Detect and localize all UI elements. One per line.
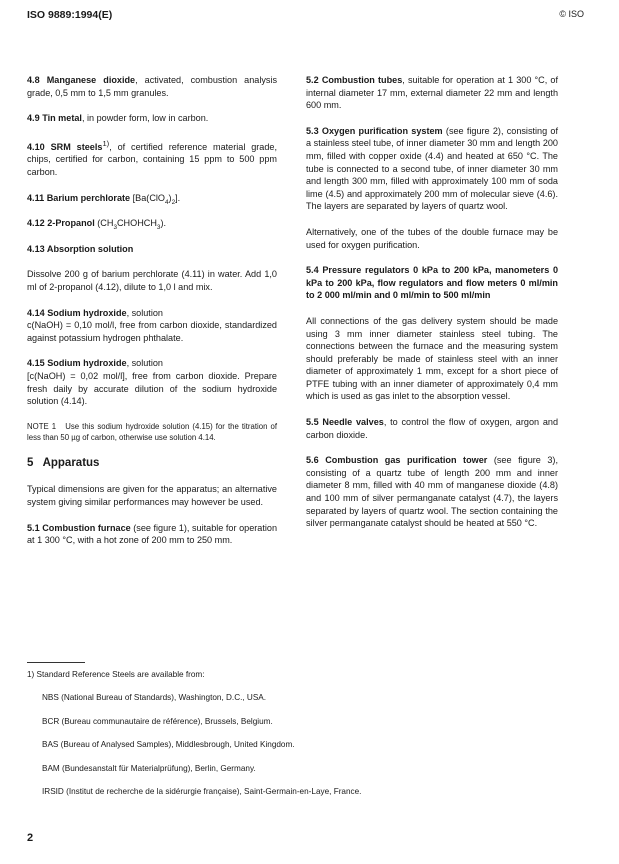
footnote-divider [27,662,85,663]
clause-number: 4.11 [27,192,45,203]
clause-number: 4.10 [27,141,45,152]
concentration: [c(NaOH) = 0,02 mol/l], free from carbon dioxide. Prepare fresh daily by accurate dilution of the sodium hydroxide solution (4.14). [27,370,277,407]
clause-5-6 [306,454,558,530]
clause-text: , solution [126,307,163,318]
clause-title: SRM steels [50,141,103,152]
standard-id: ISO 9889:1994(E) [27,9,113,21]
right-column [306,74,558,543]
clause-number: 5.5 [306,417,319,428]
clause-5-2 [306,74,558,112]
clause-text: , activated, combustion analysis grade, 0,5 mm to 1,5 mm granules. [27,75,278,98]
footnote-list [42,692,582,810]
clause-number: 4.14 [27,307,45,318]
clause-title: Barium perchlorate [46,192,131,203]
clause-title: Combustion tubes [321,75,403,85]
formula: $[Ba(ClO_4)_2]$. [130,192,181,206]
clause-title: Pressure regulators 0 kPa to 200 kPa, manometers 0 kPa to 200 kPa, flow regulators and flow meters 0 ml/min to 2 000 ml/min and 0 ml/min to 500 ml/min [306,265,558,301]
clause-4-13-body: Dissolve 200 g of barium perchlorate (4.11) in water. Add 1,0 ml of 2-propanol (4.12), dilute to 1,0 l and mix. [27,269,277,292]
page-number: 2 [27,832,34,844]
clause-number: 4.9 [27,113,40,124]
clause-4-8 [27,74,277,99]
section-5-heading [27,457,277,470]
note-text: Use this sodium hydroxide solution (4.15) for the titration of less than 50 µg of carbon, otherwise use solution 4.14. [27,421,277,442]
section-number: 5 [27,456,34,469]
clause-title: Combustion gas purification tower [325,455,488,466]
clause-5-4-body: All connections of the gas delivery system should be made using 3 mm inner diameter stainless steel tubing. The connections between the furnace and the measuring system should preferably be made of stainless steel with an inner diameter of approximately 1 mm, except for a short piece of PTFE tubing with an inner diameter of approximately 0,4 mm which is used as gas inlet to the absorption vessel. [306,315,558,402]
footnote-item: BCR (Bureau communautaire de référence), Brussels, Belgium. [42,716,273,726]
note-1 [27,421,277,443]
concentration: c(NaOH) = 0,10 mol/l, free from carbon dioxide, standardized against potassium hydrogen phthalate. [27,320,277,343]
clause-title: Combustion furnace [42,522,131,533]
clause-text: , suitable for operation at 1 300 °C, of internal diameter 17 mm, external diameter 22 mm and length 600 mm. [306,75,558,111]
clause-5-3-alternative: Alternatively, one of the tubes of the double furnace may be used for oxygen purification. [306,226,558,250]
clause-number: 4.15 [27,358,45,369]
clause-number: 5.3 [306,125,319,136]
clause-title: Oxygen purification system [321,125,443,136]
section-title: Apparatus [42,456,100,469]
clause-5-5 [306,416,558,441]
clause-number: 4.12 [27,218,45,229]
clause-title: Sodium hydroxide [47,307,127,318]
clause-number: 4.13 [27,243,45,254]
clause-4-10 [27,138,277,179]
clause-4-12 [27,217,277,230]
clause-text: (see figure 2), consisting of a stainless steel tube, of inner diameter 30 mm and length 200 mm, filled with copper oxide (4.4) and heated at 650 °C. The tube is connected to a second tube, of inner diameter 30 mm and length 300 mm, filled with approximately 100 mm of soda lime (4.5) and approximately 200 mm of molecular sieve (4.6). The layers are separated by layers of quartz wool. [306,125,559,212]
footnote-item: BAM (Bundesanstalt für Materialprüfung), Berlin, Germany. [42,763,256,773]
clause-text: , in powder form, low in carbon. [81,113,209,124]
clause-4-11 [27,192,277,205]
clause-title: Needle valves [322,417,384,428]
clause-number: 5.2 [306,75,319,85]
clause-4-15 [27,357,277,407]
clause-text: , solution [126,358,163,369]
clause-title: 2-Propanol [47,218,95,229]
left-column [27,74,277,560]
clause-number: 5.6 [306,455,319,466]
footnote-title: 1) Standard Reference Steels are available from: [27,670,205,679]
clause-text: (see figure 1), suitable for operation at 1 300 °C, with a hot zone of 200 mm to 250 mm. [27,522,277,546]
footnote-ref: 1) [102,138,110,148]
note-label: NOTE 1 [27,421,57,431]
clause-4-14 [27,307,277,345]
clause-text: , to control the flow of oxygen, argon and carbon dioxide. [306,417,558,440]
footnote-item: BAS (Bureau of Analysed Samples), Middlesbrough, United Kingdom. [42,740,295,750]
clause-number: 4.8 [27,75,40,85]
section-5-intro: Typical dimensions are given for the apparatus; an alternative system giving similar performances may however be used. [27,484,277,507]
clause-title: Tin metal [42,113,82,124]
formula: $(CH_3CHOHCH_3)$. [94,218,167,231]
clause-title: Manganese dioxide [46,75,136,85]
clause-text: (see figure 3), consisting of a quartz tube of length 200 mm and inner diameter 8 mm, filled with 40 mm of manganese dioxide (4.8) and 100 mm of silver permanganate catalyst (4.7), the layers separated by layers of quartz wool. The section containing the silver permanganate catalyst should be heated at 550 °C. [306,455,558,529]
clause-number: 5.1 [27,522,40,533]
footnote-item: NBS (National Bureau of Standards), Washington, D.C., USA. [42,693,267,702]
clause-5-3 [306,125,558,213]
clause-title: Sodium hydroxide [47,358,127,369]
clause-title: Absorption solution [46,243,134,254]
clause-5-4-heading [306,264,558,302]
clause-5-1 [27,522,277,547]
clause-text: , of certified reference material grade, chips, certified for carbon, containing 15 ppm to 500 ppm carbon. [27,141,277,177]
clause-4-13-heading [27,243,277,256]
copyright: © ISO [559,9,584,19]
footnote-item: IRSID (Institut de recherche de la sidérurgie française), Saint-Germain-en-Laye, France. [42,787,362,797]
clause-4-9 [27,112,277,125]
clause-number: 5.4 [306,265,319,276]
